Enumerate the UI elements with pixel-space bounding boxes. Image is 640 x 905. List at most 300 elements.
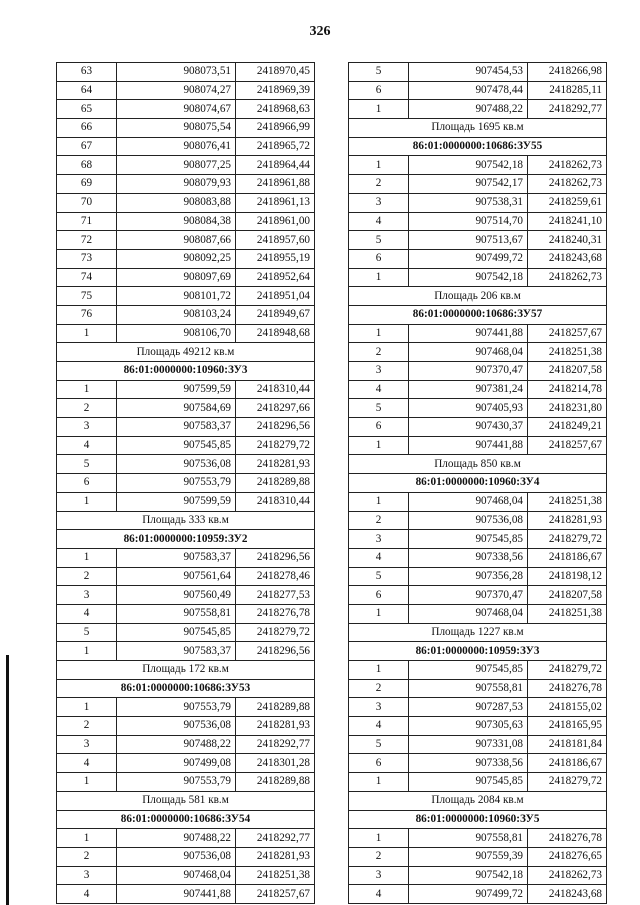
point-number-cell: 4 <box>349 212 409 231</box>
table-row <box>57 829 315 848</box>
table-row <box>57 567 315 586</box>
x-coordinate-cell: 907583,37 <box>117 418 236 437</box>
area-row <box>349 119 607 138</box>
table-row <box>349 567 607 586</box>
page-number: 326 <box>309 24 331 39</box>
point-number-cell: 1 <box>349 268 409 287</box>
table-row <box>57 735 315 754</box>
table-row <box>349 81 607 100</box>
y-coordinate-cell: 2418281,93 <box>528 511 607 530</box>
x-coordinate-cell: 908084,38 <box>117 212 236 231</box>
table-row <box>57 418 315 437</box>
table-row <box>57 287 315 306</box>
area-row <box>349 791 607 810</box>
y-coordinate-cell: 2418289,88 <box>236 773 315 792</box>
y-coordinate-cell: 2418186,67 <box>528 548 607 567</box>
x-coordinate-cell: 908087,66 <box>117 231 236 250</box>
point-number-cell: 63 <box>57 63 117 82</box>
y-coordinate-cell: 2418292,77 <box>236 829 315 848</box>
point-number-cell: 5 <box>349 399 409 418</box>
y-coordinate-cell: 2418301,28 <box>236 754 315 773</box>
y-coordinate-cell: 2418186,67 <box>528 754 607 773</box>
point-number-cell: 76 <box>57 305 117 324</box>
x-coordinate-cell: 907558,81 <box>409 679 528 698</box>
x-coordinate-cell: 907542,18 <box>409 866 528 885</box>
x-coordinate-cell: 907513,67 <box>409 231 528 250</box>
point-number-cell: 4 <box>57 436 117 455</box>
point-number-cell: 5 <box>349 63 409 82</box>
point-number-cell: 75 <box>57 287 117 306</box>
x-coordinate-cell: 907542,17 <box>409 175 528 194</box>
table-row <box>57 642 315 661</box>
table-row <box>57 623 315 642</box>
table-row <box>57 119 315 138</box>
point-number-cell: 2 <box>349 175 409 194</box>
point-number-cell: 67 <box>57 137 117 156</box>
y-coordinate-cell: 2418251,38 <box>528 343 607 362</box>
coordinates-table-left-body <box>57 63 315 904</box>
x-coordinate-cell: 907441,88 <box>409 324 528 343</box>
x-coordinate-cell: 907468,04 <box>409 492 528 511</box>
point-number-cell: 4 <box>349 717 409 736</box>
x-coordinate-cell: 907599,59 <box>117 492 236 511</box>
area-text: Площадь 2084 кв.м <box>349 791 607 810</box>
parcel-id: 86:01:0000000:10686:ЗУ55 <box>349 137 607 156</box>
table-row <box>57 268 315 287</box>
x-coordinate-cell: 907553,79 <box>117 698 236 717</box>
y-coordinate-cell: 2418214,78 <box>528 380 607 399</box>
point-number-cell: 1 <box>349 492 409 511</box>
table-row <box>349 679 607 698</box>
point-number-cell: 1 <box>349 436 409 455</box>
y-coordinate-cell: 2418310,44 <box>236 380 315 399</box>
point-number-cell: 73 <box>57 249 117 268</box>
table-row <box>349 885 607 904</box>
table-row <box>57 698 315 717</box>
point-number-cell: 6 <box>349 754 409 773</box>
table-row <box>349 604 607 623</box>
x-coordinate-cell: 907370,47 <box>409 586 528 605</box>
y-coordinate-cell: 2418276,65 <box>528 847 607 866</box>
table-row <box>57 249 315 268</box>
area-text: Площадь 850 кв.м <box>349 455 607 474</box>
table-row <box>57 436 315 455</box>
y-coordinate-cell: 2418952,64 <box>236 268 315 287</box>
point-number-cell: 4 <box>349 885 409 904</box>
x-coordinate-cell: 907545,85 <box>117 623 236 642</box>
table-row <box>57 63 315 82</box>
point-number-cell: 3 <box>349 698 409 717</box>
point-number-cell: 5 <box>349 231 409 250</box>
table-row <box>57 586 315 605</box>
x-coordinate-cell: 907441,88 <box>117 885 236 904</box>
table-row <box>349 717 607 736</box>
point-number-cell: 1 <box>349 156 409 175</box>
table-row <box>57 847 315 866</box>
point-number-cell: 74 <box>57 268 117 287</box>
x-coordinate-cell: 907558,81 <box>117 604 236 623</box>
y-coordinate-cell: 2418241,10 <box>528 212 607 231</box>
y-coordinate-cell: 2418281,93 <box>236 717 315 736</box>
table-row <box>349 156 607 175</box>
table-row <box>57 156 315 175</box>
point-number-cell: 6 <box>349 586 409 605</box>
area-row <box>57 661 315 680</box>
area-text: Площадь 581 кв.м <box>57 791 315 810</box>
x-coordinate-cell: 907488,22 <box>117 735 236 754</box>
x-coordinate-cell: 908077,25 <box>117 156 236 175</box>
table-row <box>57 885 315 904</box>
table-row <box>57 474 315 493</box>
y-coordinate-cell: 2418289,88 <box>236 698 315 717</box>
y-coordinate-cell: 2418961,00 <box>236 212 315 231</box>
table-row <box>57 324 315 343</box>
y-coordinate-cell: 2418249,21 <box>528 418 607 437</box>
y-coordinate-cell: 2418969,39 <box>236 81 315 100</box>
parcel-header-row <box>57 362 315 381</box>
x-coordinate-cell: 907545,85 <box>117 436 236 455</box>
x-coordinate-cell: 907405,93 <box>409 399 528 418</box>
x-coordinate-cell: 907559,39 <box>409 847 528 866</box>
parcel-id: 86:01:0000000:10960:ЗУ4 <box>349 474 607 493</box>
y-coordinate-cell: 2418296,56 <box>236 418 315 437</box>
x-coordinate-cell: 907370,47 <box>409 362 528 381</box>
table-row <box>349 399 607 418</box>
y-coordinate-cell: 2418278,46 <box>236 567 315 586</box>
point-number-cell: 1 <box>349 100 409 119</box>
x-coordinate-cell: 908097,69 <box>117 268 236 287</box>
parcel-header-row <box>349 305 607 324</box>
point-number-cell: 3 <box>349 866 409 885</box>
table-row <box>349 866 607 885</box>
table-row <box>349 380 607 399</box>
x-coordinate-cell: 907553,79 <box>117 474 236 493</box>
x-coordinate-cell: 907553,79 <box>117 773 236 792</box>
point-number-cell: 2 <box>57 399 117 418</box>
y-coordinate-cell: 2418277,53 <box>236 586 315 605</box>
point-number-cell: 3 <box>57 586 117 605</box>
x-coordinate-cell: 907488,22 <box>117 829 236 848</box>
y-coordinate-cell: 2418276,78 <box>236 604 315 623</box>
table-row <box>57 380 315 399</box>
point-number-cell: 2 <box>57 847 117 866</box>
x-coordinate-cell: 907536,08 <box>117 847 236 866</box>
table-row <box>57 754 315 773</box>
point-number-cell: 4 <box>57 604 117 623</box>
point-number-cell: 3 <box>57 418 117 437</box>
point-number-cell: 1 <box>57 492 117 511</box>
x-coordinate-cell: 907536,08 <box>117 717 236 736</box>
x-coordinate-cell: 907305,63 <box>409 717 528 736</box>
y-coordinate-cell: 2418968,63 <box>236 100 315 119</box>
table-row <box>349 175 607 194</box>
table-row <box>57 717 315 736</box>
y-coordinate-cell: 2418259,61 <box>528 193 607 212</box>
y-coordinate-cell: 2418181,84 <box>528 735 607 754</box>
point-number-cell: 2 <box>57 567 117 586</box>
parcel-header-row <box>349 810 607 829</box>
table-row <box>349 754 607 773</box>
parcel-header-row <box>349 474 607 493</box>
x-coordinate-cell: 907468,04 <box>117 866 236 885</box>
point-number-cell: 2 <box>349 847 409 866</box>
x-coordinate-cell: 908083,88 <box>117 193 236 212</box>
x-coordinate-cell: 908101,72 <box>117 287 236 306</box>
y-coordinate-cell: 2418281,93 <box>236 847 315 866</box>
parcel-id: 86:01:0000000:10686:ЗУ53 <box>57 679 315 698</box>
y-coordinate-cell: 2418948,68 <box>236 324 315 343</box>
table-row <box>349 829 607 848</box>
y-coordinate-cell: 2418243,68 <box>528 885 607 904</box>
table-row <box>349 735 607 754</box>
point-number-cell: 68 <box>57 156 117 175</box>
table-row <box>349 193 607 212</box>
point-number-cell: 1 <box>349 661 409 680</box>
table-row <box>57 231 315 250</box>
point-number-cell: 6 <box>349 81 409 100</box>
x-coordinate-cell: 907468,04 <box>409 604 528 623</box>
y-coordinate-cell: 2418207,58 <box>528 362 607 381</box>
point-number-cell: 1 <box>349 324 409 343</box>
parcel-header-row <box>57 810 315 829</box>
area-row <box>57 791 315 810</box>
x-coordinate-cell: 907560,49 <box>117 586 236 605</box>
x-coordinate-cell: 907583,37 <box>117 548 236 567</box>
point-number-cell: 2 <box>349 511 409 530</box>
point-number-cell: 1 <box>349 829 409 848</box>
point-number-cell: 5 <box>349 735 409 754</box>
x-coordinate-cell: 907478,44 <box>409 81 528 100</box>
x-coordinate-cell: 907561,64 <box>117 567 236 586</box>
point-number-cell: 3 <box>57 866 117 885</box>
point-number-cell: 5 <box>57 455 117 474</box>
table-row <box>349 362 607 381</box>
coordinates-table-right-body <box>349 63 607 904</box>
point-number-cell: 1 <box>57 698 117 717</box>
x-coordinate-cell: 908074,67 <box>117 100 236 119</box>
table-row <box>57 100 315 119</box>
point-number-cell: 4 <box>57 885 117 904</box>
x-coordinate-cell: 908103,24 <box>117 305 236 324</box>
y-coordinate-cell: 2418276,78 <box>528 679 607 698</box>
point-number-cell: 1 <box>57 324 117 343</box>
point-number-cell: 1 <box>57 642 117 661</box>
table-row <box>57 81 315 100</box>
point-number-cell: 1 <box>57 380 117 399</box>
x-coordinate-cell: 907454,53 <box>409 63 528 82</box>
point-number-cell: 65 <box>57 100 117 119</box>
table-row <box>57 455 315 474</box>
point-number-cell: 6 <box>349 249 409 268</box>
y-coordinate-cell: 2418296,56 <box>236 548 315 567</box>
x-coordinate-cell: 907356,28 <box>409 567 528 586</box>
parcel-id: 86:01:0000000:10959:ЗУ2 <box>57 530 315 549</box>
parcel-id: 86:01:0000000:10959:ЗУ3 <box>349 642 607 661</box>
table-row <box>349 773 607 792</box>
x-coordinate-cell: 907545,85 <box>409 773 528 792</box>
area-text: Площадь 333 кв.м <box>57 511 315 530</box>
parcel-id: 86:01:0000000:10686:ЗУ57 <box>349 305 607 324</box>
table-row <box>349 661 607 680</box>
parcel-id: 86:01:0000000:10686:ЗУ54 <box>57 810 315 829</box>
y-coordinate-cell: 2418292,77 <box>528 100 607 119</box>
y-coordinate-cell: 2418289,88 <box>236 474 315 493</box>
point-number-cell: 69 <box>57 175 117 194</box>
coordinates-table-left <box>56 62 315 904</box>
y-coordinate-cell: 2418281,93 <box>236 455 315 474</box>
area-row <box>57 511 315 530</box>
area-text: Площадь 1227 кв.м <box>349 623 607 642</box>
x-coordinate-cell: 907338,56 <box>409 548 528 567</box>
scan-margin-bar <box>6 655 9 905</box>
y-coordinate-cell: 2418207,58 <box>528 586 607 605</box>
y-coordinate-cell: 2418266,98 <box>528 63 607 82</box>
parcel-id: 86:01:0000000:10960:ЗУ3 <box>57 362 315 381</box>
point-number-cell: 6 <box>349 418 409 437</box>
table-row <box>349 548 607 567</box>
y-coordinate-cell: 2418262,73 <box>528 866 607 885</box>
point-number-cell: 1 <box>349 604 409 623</box>
y-coordinate-cell: 2418964,44 <box>236 156 315 175</box>
point-number-cell: 1 <box>57 548 117 567</box>
point-number-cell: 64 <box>57 81 117 100</box>
table-row <box>349 324 607 343</box>
area-text: Площадь 49212 кв.м <box>57 343 315 362</box>
y-coordinate-cell: 2418961,13 <box>236 193 315 212</box>
parcel-header-row <box>57 530 315 549</box>
x-coordinate-cell: 907499,08 <box>117 754 236 773</box>
y-coordinate-cell: 2418949,67 <box>236 305 315 324</box>
table-row <box>349 511 607 530</box>
y-coordinate-cell: 2418292,77 <box>236 735 315 754</box>
coordinates-table-right <box>348 62 607 904</box>
point-number-cell: 5 <box>349 567 409 586</box>
y-coordinate-cell: 2418279,72 <box>236 623 315 642</box>
y-coordinate-cell: 2418966,99 <box>236 119 315 138</box>
y-coordinate-cell: 2418965,72 <box>236 137 315 156</box>
x-coordinate-cell: 908073,51 <box>117 63 236 82</box>
table-row <box>57 175 315 194</box>
x-coordinate-cell: 908106,70 <box>117 324 236 343</box>
y-coordinate-cell: 2418240,31 <box>528 231 607 250</box>
area-text: Площадь 1695 кв.м <box>349 119 607 138</box>
x-coordinate-cell: 907499,72 <box>409 885 528 904</box>
table-row <box>349 212 607 231</box>
x-coordinate-cell: 907430,37 <box>409 418 528 437</box>
table-row <box>349 343 607 362</box>
y-coordinate-cell: 2418279,72 <box>528 773 607 792</box>
point-number-cell: 4 <box>349 548 409 567</box>
x-coordinate-cell: 907338,56 <box>409 754 528 773</box>
y-coordinate-cell: 2418955,19 <box>236 249 315 268</box>
parcel-header-row <box>57 679 315 698</box>
table-row <box>57 773 315 792</box>
x-coordinate-cell: 908076,41 <box>117 137 236 156</box>
point-number-cell: 2 <box>57 717 117 736</box>
area-row <box>349 455 607 474</box>
point-number-cell: 3 <box>349 193 409 212</box>
parcel-header-row <box>349 642 607 661</box>
table-row <box>349 231 607 250</box>
y-coordinate-cell: 2418165,95 <box>528 717 607 736</box>
parcel-id: 86:01:0000000:10960:ЗУ5 <box>349 810 607 829</box>
x-coordinate-cell: 907545,85 <box>409 530 528 549</box>
point-number-cell: 3 <box>349 530 409 549</box>
y-coordinate-cell: 2418231,80 <box>528 399 607 418</box>
x-coordinate-cell: 907331,08 <box>409 735 528 754</box>
table-row <box>349 530 607 549</box>
table-row <box>349 492 607 511</box>
x-coordinate-cell: 907499,72 <box>409 249 528 268</box>
table-row <box>349 418 607 437</box>
x-coordinate-cell: 907514,70 <box>409 212 528 231</box>
y-coordinate-cell: 2418957,60 <box>236 231 315 250</box>
y-coordinate-cell: 2418262,73 <box>528 268 607 287</box>
y-coordinate-cell: 2418198,12 <box>528 567 607 586</box>
point-number-cell: 5 <box>57 623 117 642</box>
x-coordinate-cell: 907542,18 <box>409 156 528 175</box>
y-coordinate-cell: 2418251,38 <box>528 604 607 623</box>
x-coordinate-cell: 908079,93 <box>117 175 236 194</box>
x-coordinate-cell: 907287,53 <box>409 698 528 717</box>
y-coordinate-cell: 2418279,72 <box>528 530 607 549</box>
point-number-cell: 6 <box>57 474 117 493</box>
table-row <box>57 399 315 418</box>
point-number-cell: 4 <box>349 380 409 399</box>
y-coordinate-cell: 2418243,68 <box>528 249 607 268</box>
x-coordinate-cell: 908074,27 <box>117 81 236 100</box>
table-row <box>349 436 607 455</box>
x-coordinate-cell: 907441,88 <box>409 436 528 455</box>
y-coordinate-cell: 2418155,02 <box>528 698 607 717</box>
x-coordinate-cell: 907542,18 <box>409 268 528 287</box>
x-coordinate-cell: 907488,22 <box>409 100 528 119</box>
point-number-cell: 1 <box>57 773 117 792</box>
point-number-cell: 71 <box>57 212 117 231</box>
table-row <box>57 866 315 885</box>
x-coordinate-cell: 907468,04 <box>409 343 528 362</box>
y-coordinate-cell: 2418251,38 <box>528 492 607 511</box>
y-coordinate-cell: 2418257,67 <box>236 885 315 904</box>
y-coordinate-cell: 2418310,44 <box>236 492 315 511</box>
x-coordinate-cell: 907538,31 <box>409 193 528 212</box>
x-coordinate-cell: 907583,37 <box>117 642 236 661</box>
area-row <box>349 287 607 306</box>
y-coordinate-cell: 2418257,67 <box>528 436 607 455</box>
table-row <box>349 847 607 866</box>
table-row <box>349 63 607 82</box>
table-row <box>349 698 607 717</box>
point-number-cell: 3 <box>349 362 409 381</box>
table-row <box>349 249 607 268</box>
x-coordinate-cell: 907545,85 <box>409 661 528 680</box>
y-coordinate-cell: 2418970,45 <box>236 63 315 82</box>
y-coordinate-cell: 2418279,72 <box>528 661 607 680</box>
y-coordinate-cell: 2418262,73 <box>528 156 607 175</box>
table-row <box>349 100 607 119</box>
table-row <box>57 193 315 212</box>
point-number-cell: 2 <box>349 679 409 698</box>
x-coordinate-cell: 907558,81 <box>409 829 528 848</box>
y-coordinate-cell: 2418961,88 <box>236 175 315 194</box>
table-row <box>349 268 607 287</box>
point-number-cell: 70 <box>57 193 117 212</box>
y-coordinate-cell: 2418951,04 <box>236 287 315 306</box>
y-coordinate-cell: 2418285,11 <box>528 81 607 100</box>
x-coordinate-cell: 907599,59 <box>117 380 236 399</box>
table-row <box>57 305 315 324</box>
y-coordinate-cell: 2418276,78 <box>528 829 607 848</box>
